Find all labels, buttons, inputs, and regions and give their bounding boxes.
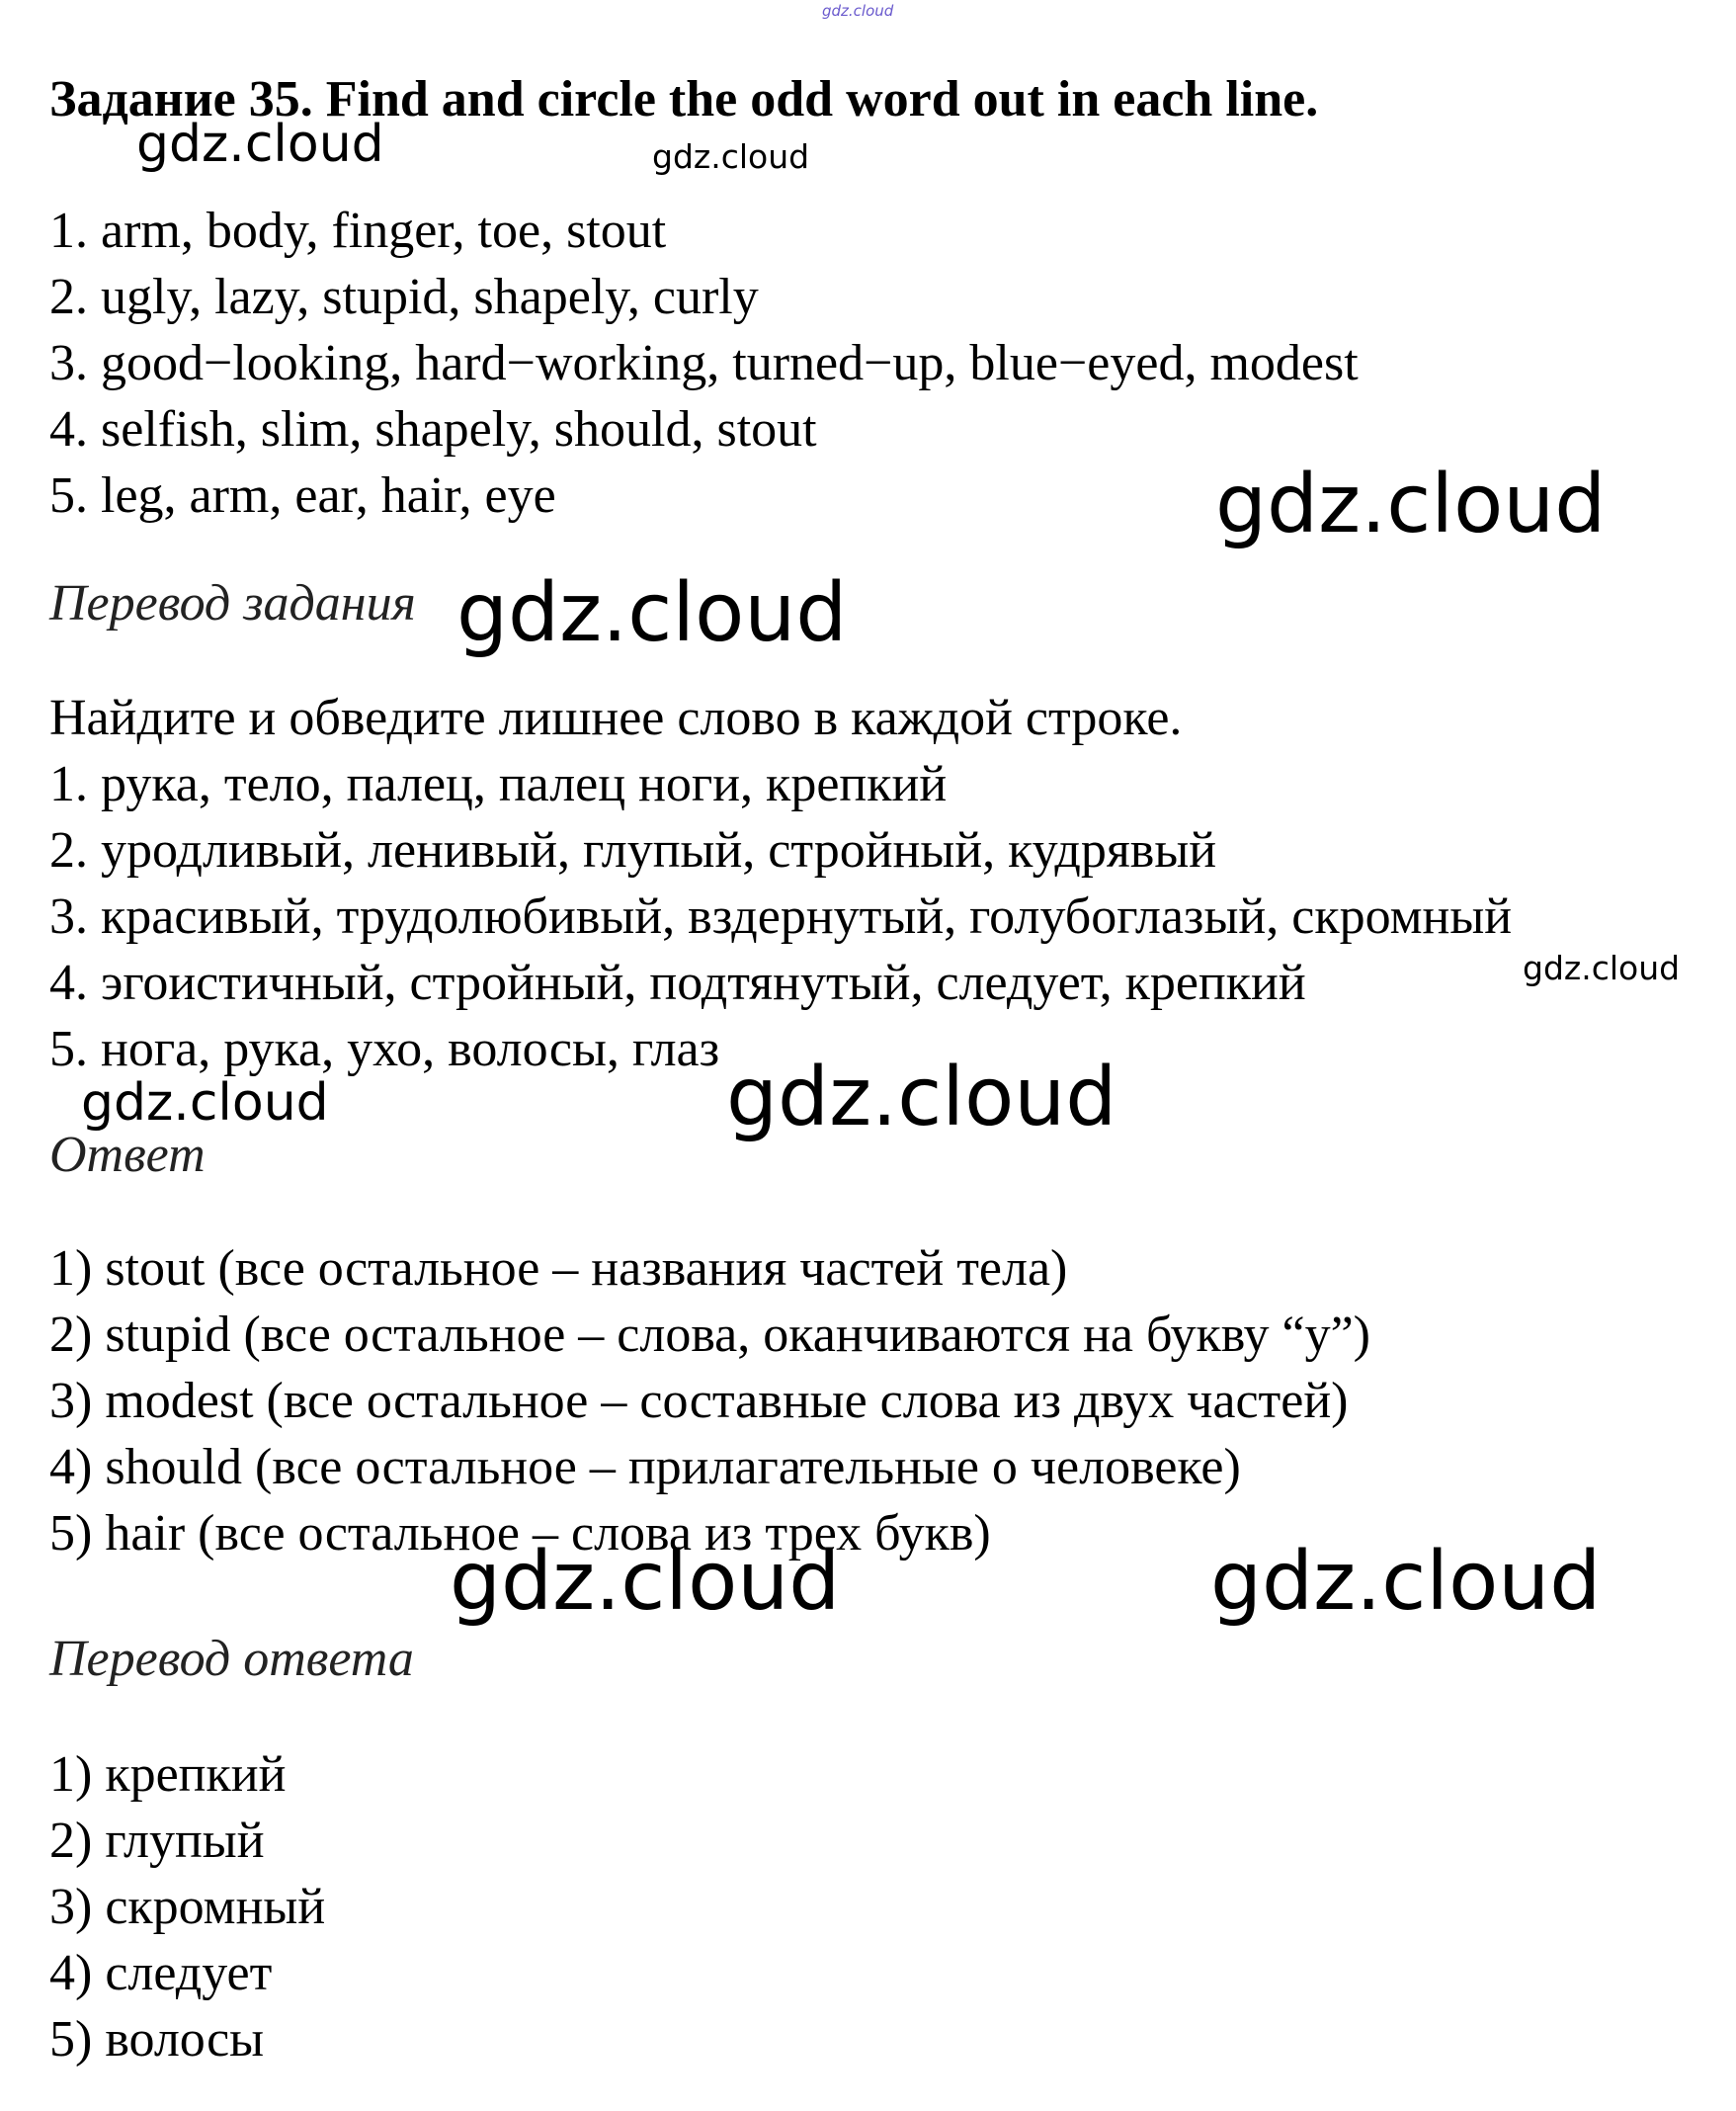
translation-list	[49, 685, 1512, 1082]
watermark: gdz.cloud	[1215, 458, 1607, 551]
translation-line: Найдите и обведите лишнее слово в каждой строке.	[49, 690, 1183, 746]
exercise-line: 3. good−looking, hard−working, turned−up, blue−eyed, modest	[49, 335, 1359, 391]
watermark: gdz.cloud	[726, 1051, 1117, 1144]
exercise-line: 4. selfish, slim, shapely, should, stout	[49, 401, 817, 458]
watermark: gdz.cloud	[81, 1073, 329, 1133]
exercise-line: 2. ugly, lazy, stupid, shapely, curly	[49, 269, 759, 325]
answer-line: 4) should (все остальное – прилагательные о человеке)	[49, 1439, 1241, 1495]
answer-list	[49, 1235, 1370, 1566]
answer-translation-line: 1) крепкий	[49, 1746, 287, 1803]
exercise-line: 5. leg, arm, ear, hair, eye	[49, 467, 556, 524]
translation-heading: Перевод задания	[49, 575, 416, 632]
header-watermark: gdz.cloud	[822, 2, 894, 20]
translation-line: 2. уродливый, ленивый, глупый, стройный, кудрявый	[49, 822, 1217, 879]
exercise-list	[49, 198, 1359, 529]
watermark: gdz.cloud	[1210, 1535, 1602, 1629]
answer-line: 5) hair (все остальное – слова из трех букв)	[49, 1505, 991, 1562]
watermark: gdz.cloud	[456, 566, 848, 660]
answer-translation-line: 2) глупый	[49, 1813, 265, 1869]
translation-line: 3. красивый, трудолюбивый, вздернутый, голубоглазый, скромный	[49, 888, 1513, 945]
watermark: gdz.cloud	[1523, 949, 1681, 987]
exercise-line: 1. arm, body, finger, toe, stout	[49, 203, 667, 259]
answer-translation-line: 5) волосы	[49, 2011, 265, 2068]
translation-line: 5. нога, рука, ухо, волосы, глаз	[49, 1021, 720, 1077]
watermark: gdz.cloud	[450, 1535, 841, 1629]
translation-line: 4. эгоистичный, стройный, подтянутый, следует, крепкий	[49, 955, 1306, 1011]
answer-line: 3) modest (все остальное – составные слова из двух частей)	[49, 1373, 1349, 1429]
answer-line: 2) stupid (все остальное – слова, оканчиваются на букву “y”)	[49, 1307, 1370, 1363]
answer-translation-line: 3) скромный	[49, 1879, 326, 1935]
answer-translation-list	[49, 1741, 325, 2072]
answer-line: 1) stout (все остальное – названия частей тела)	[49, 1240, 1068, 1297]
translation-line: 1. рука, тело, палец, палец ноги, крепкий	[49, 756, 948, 812]
answer-heading: Ответ	[49, 1127, 206, 1183]
answer-translation-heading: Перевод ответа	[49, 1631, 414, 1687]
task-title: Задание 35. Find and circle the odd word out in each line.	[49, 71, 1319, 127]
watermark: gdz.cloud	[652, 137, 810, 176]
answer-translation-line: 4) следует	[49, 1945, 273, 2001]
watermark: gdz.cloud	[136, 115, 384, 174]
